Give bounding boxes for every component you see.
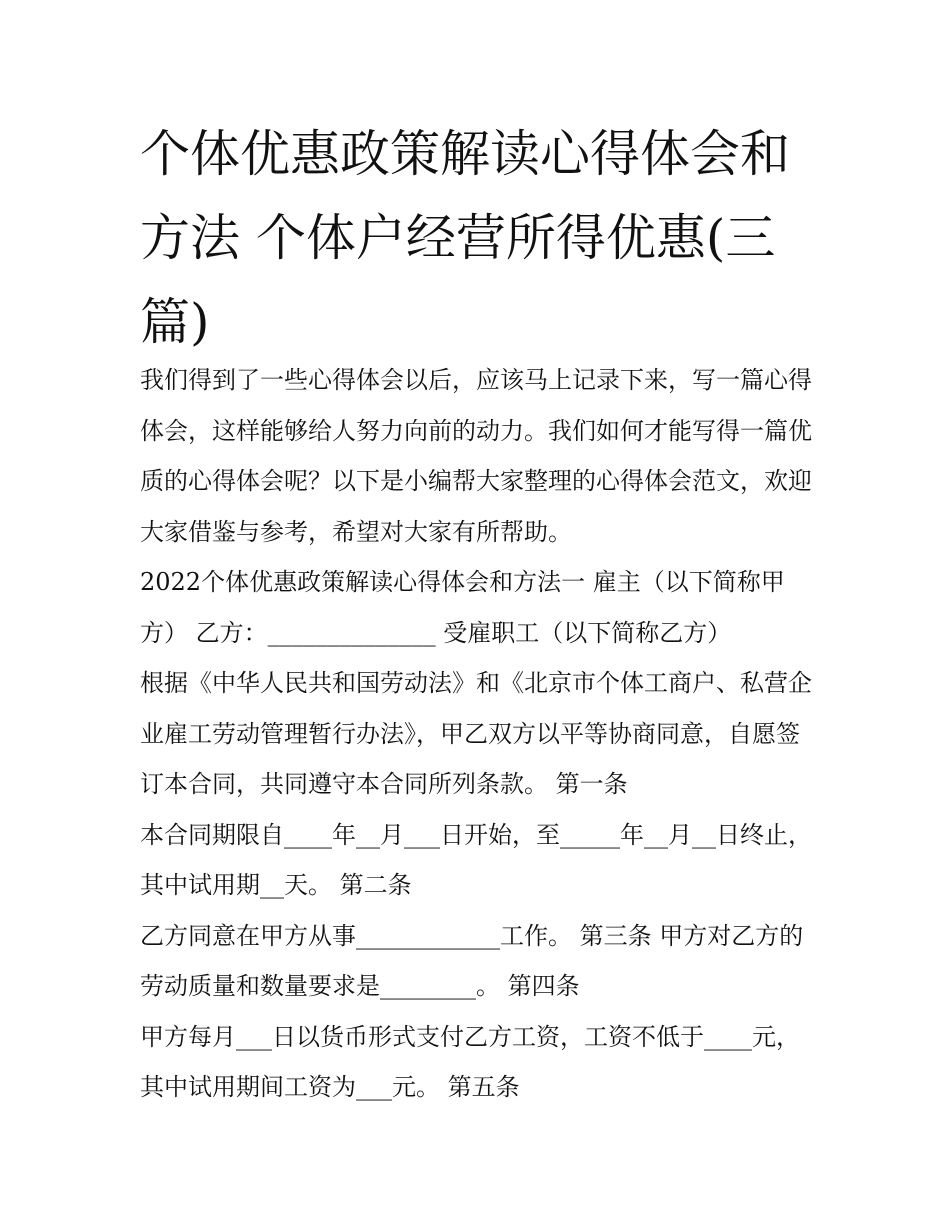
document-title: 个体优惠政策解读心得体会和方法 个体户经营所得优惠(三篇) <box>140 125 790 351</box>
paragraph-work: 乙方同意在甲方从事____________工作。 第三条 甲方对乙方的劳动质量和数量要求是________。 第四条 <box>140 921 804 1000</box>
paragraph-basis: 根据《中华人民共和国劳动法》和《北京市个体工商户、私营企业雇工劳动管理暂行办法》，甲乙双方以平等协商同意，自愿签订本合同，共同遵守本合同所列条款。 第一条 <box>140 669 812 798</box>
paragraph-intro: 我们得到了一些心得体会以后，应该马上记录下来，写一篇心得体会，这样能够给人努力向前的动力。我们如何才能写得一篇优质的心得体会呢？以下是小编帮大家整理的心得体会范文，欢迎大家借鉴与参考，希望对大家有所帮助。 <box>140 366 812 546</box>
paragraph-wage: 甲方每月___日以货币形式支付乙方工资，工资不低于____元，其中试用期间工资为___元。 第五条 <box>140 1022 800 1101</box>
document-body <box>140 355 820 1113</box>
paragraph-parties: 2022个体优惠政策解读心得体会和方法一 雇主（以下简称甲方） 乙方：______________ 受雇职工（以下简称乙方） <box>140 568 785 647</box>
paragraph-term: 本合同期限自____年__月___日开始，至_____年__月__日终止，其中试用期__天。 第二条 <box>140 820 812 899</box>
